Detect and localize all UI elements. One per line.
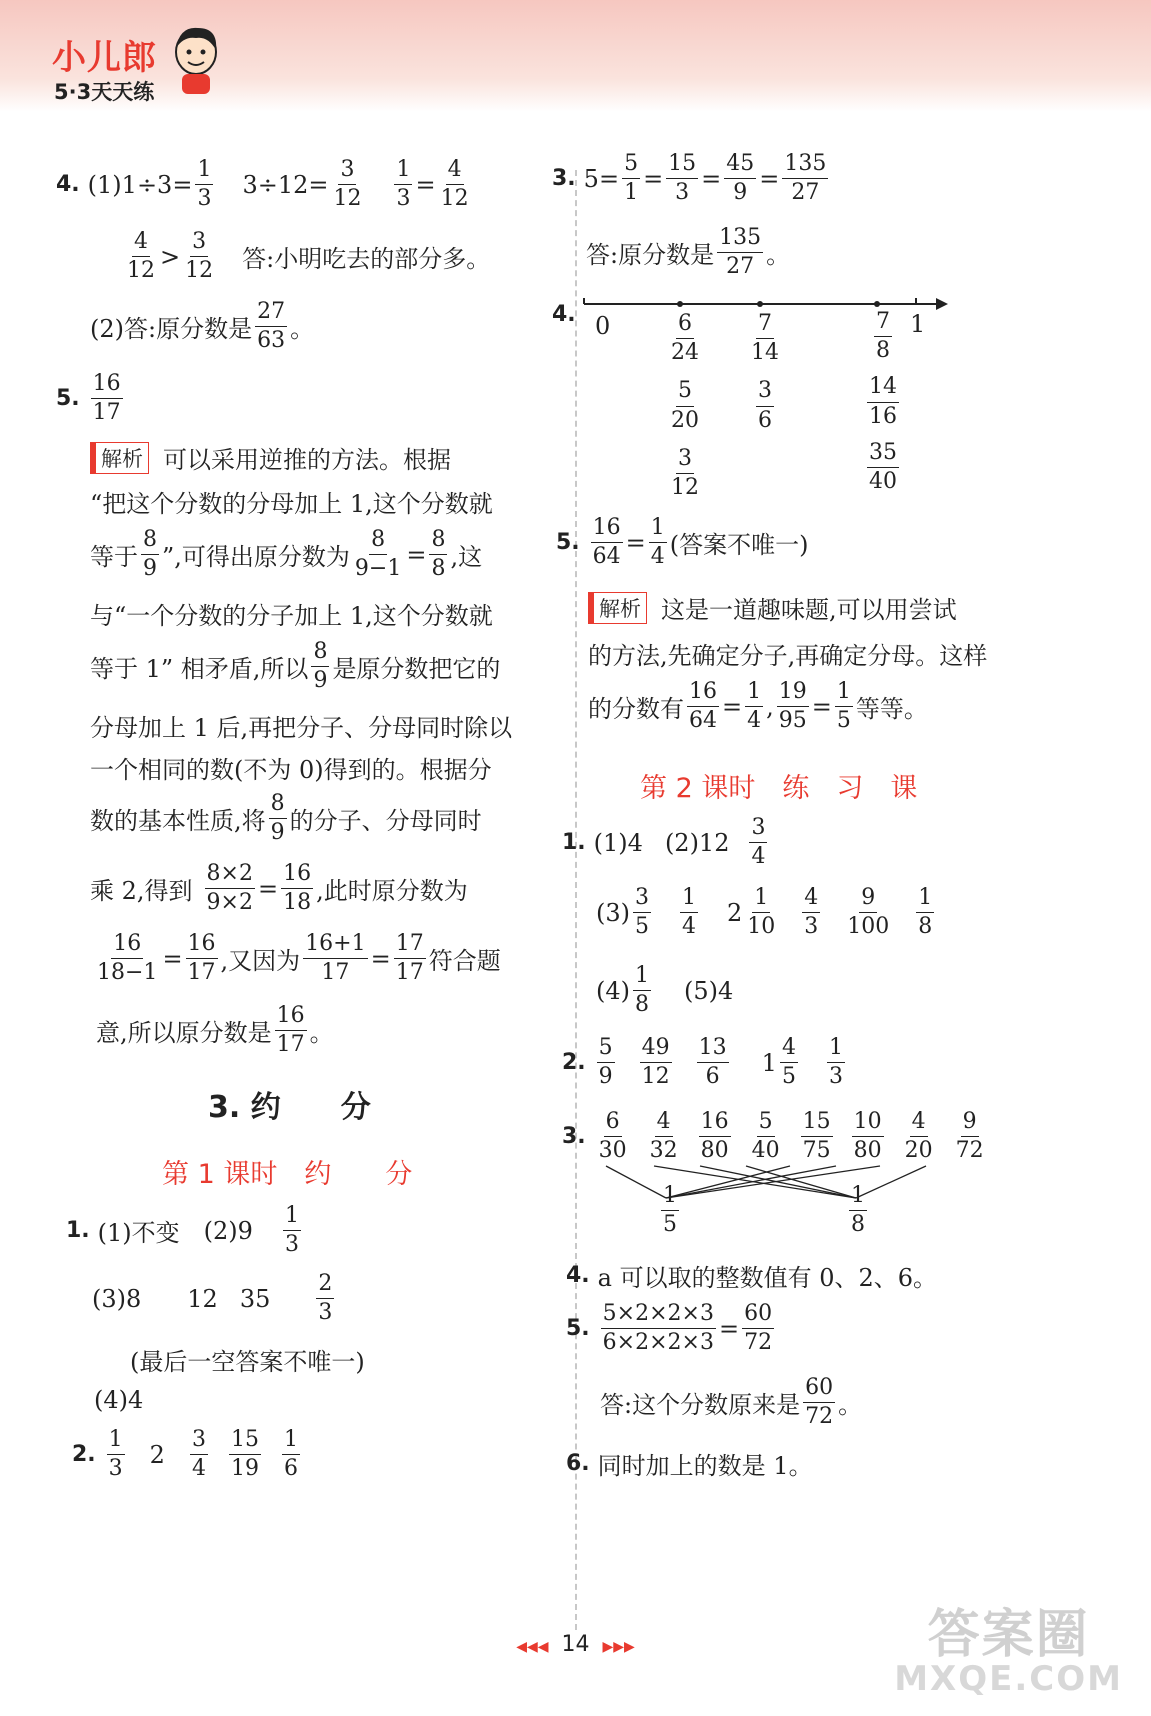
left-analysis-line10: $\frac{16}{18-1}$ = $\frac{16}{17}$ ,又因为 $\frac{16+1}{17}$ = $\frac{17}{17}$ 符合题 xyxy=(97,931,501,986)
right-analysis-line1: 解析 这是一道趣味题,可以用尝试 xyxy=(588,590,957,625)
prev-arrows-icon: ◀◀◀ xyxy=(516,1639,549,1655)
left-analysis-line8: 数的基本性质,将 8 9 的分子、分母同时 xyxy=(90,791,482,846)
number-line-col1: 6 24 5 20 3 12 xyxy=(671,311,699,500)
matching-lines xyxy=(590,1164,930,1204)
right-analysis-line2: 的方法,先确定分子,再确定分母。这样 xyxy=(588,642,988,670)
left-q4-line3: (2)答:原分数是 27 63 。 xyxy=(90,299,315,354)
left-analysis-line5: 等于 1” 相矛盾,所以 8 9 是原分数把它的 xyxy=(90,639,501,694)
number-line-col3: 7 8 14 16 35 40 xyxy=(869,309,897,494)
left-analysis-line9: 乘 2,得到 $\frac{8\times 2}{9\times 2}$ = $\frac{16}{18}$ ,此时原分数为 xyxy=(90,861,468,916)
boy-mascot-icon xyxy=(168,22,224,96)
lesson-2-title: 第 2 课时 练 习 课 xyxy=(640,773,918,804)
right-b1-line3: (4) 1 8 (5)4 xyxy=(596,963,734,1018)
right-b1-line2: (3) 3 5 1 4 2 1 10 4 3 9 100 1 8 xyxy=(596,885,933,940)
left-analysis-line2: “把这个分数的分母加上 1,这个分数就 xyxy=(90,490,493,518)
left-e1-line4: (4)4 xyxy=(94,1386,144,1414)
analysis-tag: 解析 xyxy=(588,592,647,624)
right-analysis-line3: 的分数有 $\frac{16}{64}$ = $\frac{1}{4}$ , $\frac{19}{95}$ = $\frac{1}{5}$ 等等。 xyxy=(588,679,928,734)
b3-target-2: 1 8 xyxy=(851,1183,865,1238)
right-b5-answer: 答:这个分数原来是 60 72 。 xyxy=(600,1375,863,1430)
left-analysis-line4: 与“一个分数的分子加上 1,这个分数就 xyxy=(90,602,493,630)
right-q5: 5. $\frac{16}{64}$ = $\frac{1}{4}$ (答案不唯一) xyxy=(556,515,809,570)
right-b4: 4. a 可以取的整数值有 0、2、6。 xyxy=(566,1263,938,1292)
b3-target-1: 1 5 xyxy=(663,1183,677,1238)
left-q5: 5. 16 17 xyxy=(56,371,121,426)
left-analysis-line3: 等于 8 9 ”,可得出原分数为 $\frac{8}{9-1}$ = $\frac{8}{8}$ ,这 xyxy=(90,527,483,582)
number-line-col2: 7 14 3 6 xyxy=(751,311,779,433)
left-analysis-line7: 一个相同的数(不为 0)得到的。根据分 xyxy=(90,756,492,784)
number-line-zero: 0 xyxy=(595,312,611,340)
next-arrows-icon: ▶▶▶ xyxy=(602,1639,635,1655)
right-b6: 6. 同时加上的数是 1。 xyxy=(566,1451,813,1480)
right-b2: 2. 5 9 49 12 13 6 1 4 5 1 3 xyxy=(562,1035,843,1090)
right-b5: 5. $\frac{5\times 2\times 2\times 3}{6\times 2\times 2\times 3}$ = $\frac{60}{72}$ xyxy=(566,1301,773,1356)
right-q3: 3. 5= $\frac{5}{1}$ = $\frac{15}{3}$ = $\frac{45}{9}$ = $\frac{135}{27}$ xyxy=(552,151,827,206)
left-q4-line2: 4 12 > 3 12 答:小明吃去的部分多。 xyxy=(127,229,491,284)
left-analysis-line11: 意,所以原分数是 16 17 。 xyxy=(96,1003,334,1058)
left-e1-note: (最后一空答案不唯一) xyxy=(130,1348,365,1376)
page-number: 14 xyxy=(561,1632,590,1657)
column-divider xyxy=(575,170,577,1630)
series-name: 5·3天天练 xyxy=(54,80,155,104)
number-line-one: 1 xyxy=(910,310,926,338)
watermark: 答案圈 MXQE.COM xyxy=(894,1604,1123,1700)
left-e1-line1: 1. (1)不变 (2)9 1 3 xyxy=(66,1203,299,1258)
right-q3-answer: 答:原分数是 135 27 。 xyxy=(586,225,791,280)
left-q4-line1: 4. (1)1÷3= $\frac{1}{3}$ 3÷12= $\frac{3}{12}$ 1 3 = 4 12 xyxy=(56,157,469,212)
right-b1-line1: 1. (1)4 (2)12 3 4 xyxy=(562,815,766,870)
brand-logo: 小儿郎 xyxy=(52,38,157,78)
left-analysis-line1: 解析 可以采用逆推的方法。根据 xyxy=(90,440,451,475)
section-title: 3. 约 分 xyxy=(208,1090,371,1125)
left-analysis-line6: 分母加上 1 后,再把分子、分母同时除以 xyxy=(90,714,513,742)
right-q4-label: 4. xyxy=(552,302,576,327)
left-e2: 2. 1 3 2 3 4 15 19 1 6 xyxy=(72,1427,298,1482)
left-e1-line2: (3)8 12 35 2 3 xyxy=(92,1271,333,1326)
page-header xyxy=(0,0,1151,112)
right-b3-row: 3. 6 30 4 32 16 80 5 40 15 75 10 80 4 20 9 72 xyxy=(562,1109,984,1164)
analysis-tag: 解析 xyxy=(90,442,149,474)
lesson-1-title: 第 1 课时 约 分 xyxy=(162,1159,413,1190)
